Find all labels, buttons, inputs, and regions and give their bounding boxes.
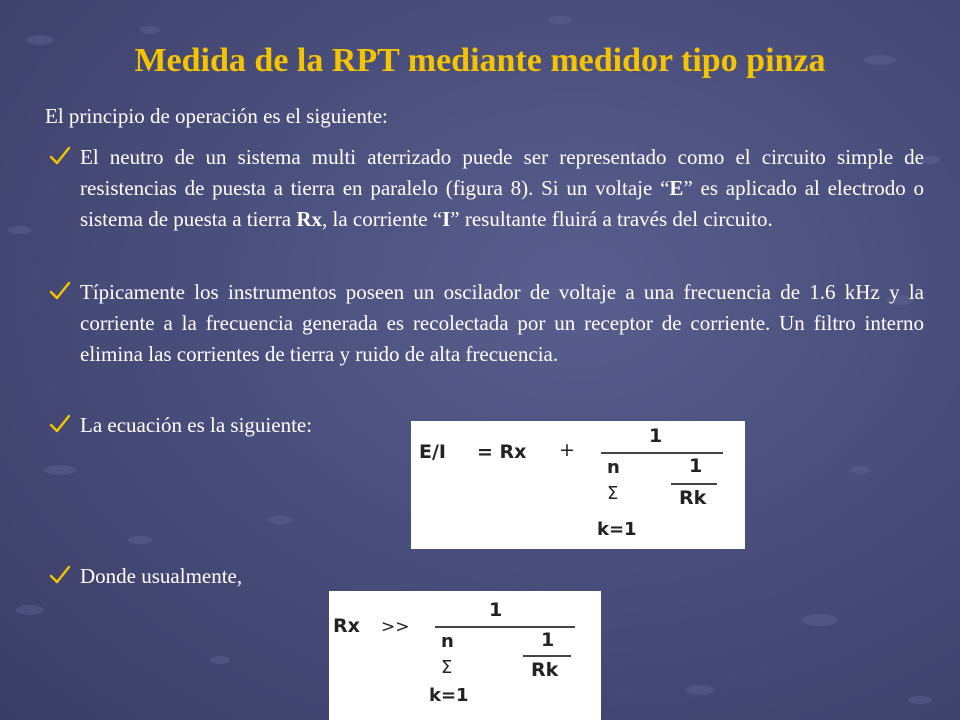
formula2-lhs: Rx (333, 615, 360, 637)
formula-lhs: E/I (419, 441, 446, 463)
inner-fraction-bar (671, 483, 717, 485)
formula-sum-upper: n (607, 457, 620, 478)
formula2-sum-upper: n (441, 631, 454, 652)
fraction-bar (601, 452, 723, 454)
formula2-sum-lower: k=1 (429, 685, 469, 706)
fraction-bar (435, 626, 575, 628)
formula2-inner-denominator: Rk (531, 659, 559, 681)
checkmark-icon (48, 412, 72, 436)
formula2-numerator: 1 (489, 599, 503, 621)
formula-equation (411, 421, 745, 549)
bullet-item (48, 561, 348, 592)
formula-inner-denominator: Rk (679, 487, 707, 509)
formula-plus: + (559, 439, 575, 461)
checkmark-icon (48, 563, 72, 587)
formula-sum-lower: k=1 (597, 519, 637, 540)
formula-inner-numerator: 1 (689, 455, 703, 477)
bullet-item (48, 142, 924, 235)
bullet-item (48, 410, 408, 441)
inner-fraction-bar (523, 655, 571, 657)
formula-sum: Σ (607, 483, 619, 504)
bullet-item (48, 277, 924, 370)
formula-condition (329, 591, 601, 720)
bullet-text: Donde usualmente, (80, 564, 243, 588)
intro-text: El principio de operación es el siguiente: (45, 104, 388, 128)
formula-numerator: 1 (649, 425, 663, 447)
formula2-relation: >> (381, 617, 410, 637)
checkmark-icon (48, 144, 72, 168)
slide-title: Medida de la RPT mediante medidor tipo pinza (134, 42, 826, 79)
checkmark-icon (48, 279, 72, 303)
bullet-text: El neutro de un sistema multi aterrizado puede ser representado como el circuito simple de resistencias de puesta a tierra en paralelo (figura 8). Si un voltaje “E” es aplicado al electrodo o sistema de puesta a tierra Rx, la corriente “I” resultante fluirá a través del circuito. (80, 145, 925, 231)
bullet-text: La ecuación es la siguiente: (80, 413, 313, 437)
formula2-inner-numerator: 1 (541, 629, 555, 651)
formula-eq: = Rx (477, 441, 527, 463)
bullet-text: Típicamente los instrumentos poseen un oscilador de voltaje a una frecuencia de 1.6 kHz y la corriente a la frecuencia generada es recolectada por un receptor de corriente. Un filtro interno elimina las corrientes de tierra y ruido de alta frecuencia. (80, 280, 924, 366)
formula2-sum: Σ (441, 657, 453, 678)
